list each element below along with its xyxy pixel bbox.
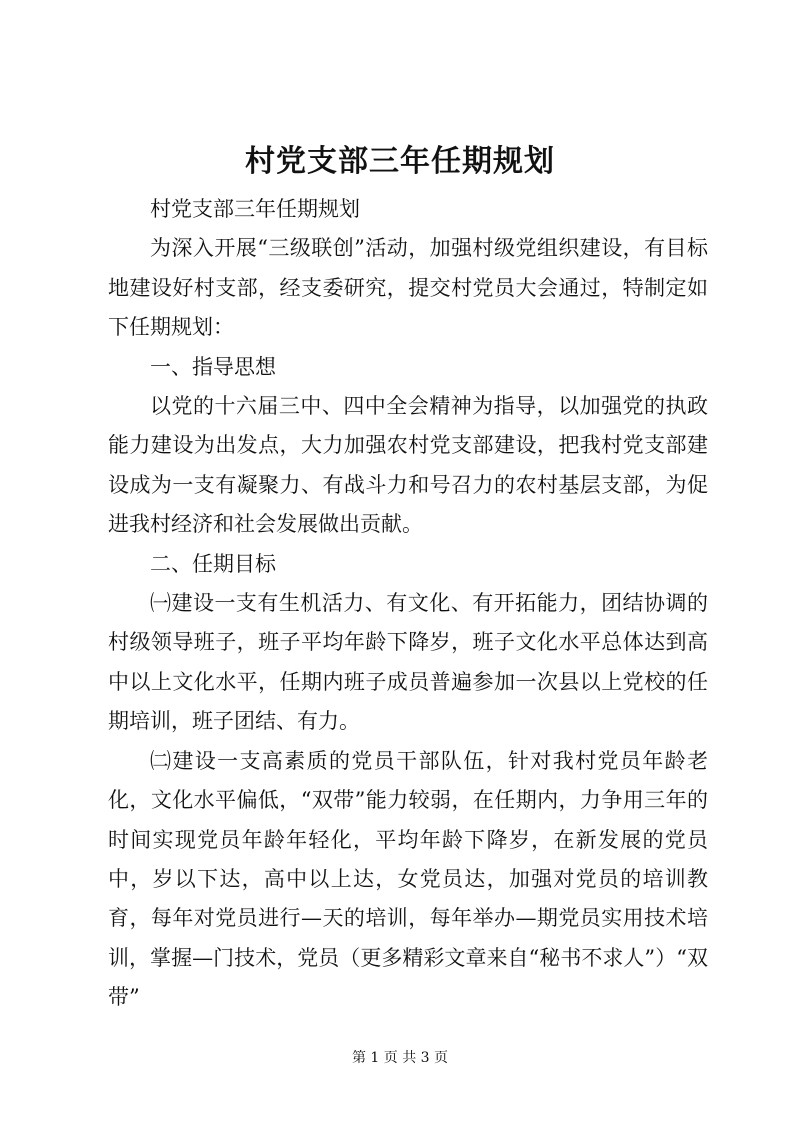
- paragraph-goal-1: ㈠建设一支有生机活力、有文化、有开拓能力，团结协调的村级领导班子，班子平均年龄下降岁，班子文化水平总体达到高中以上文化水平，任期内班子成员普遍参加一次县以上党校的任期培训，班子团结、有力。: [108, 591, 708, 734]
- paragraph-goal-2: ㈡建设一支高素质的党员干部队伍，针对我村党员年龄老化，文化水平偏低，“双带”能力较弱，在任期内，力争用三年的时间实现党员年龄年轻化，平均年龄下降岁，在新发展的党员中，岁以下达，高中以上达，女党员达，加强对党员的培训教育，每年对党员进行—天的培训，每年举办—期党员实用技术培训，掌握—门技术，党员（更多精彩文章来自“秘书不求人”）“双带”: [108, 748, 708, 1010]
- paragraph-subtitle: 村党支部三年任期规划: [150, 197, 360, 221]
- document-title: 村党支部三年任期规划: [245, 144, 555, 179]
- paragraph-intro: 为深入开展“三级联创”活动，加强村级党组织建设，有目标地建设好村支部，经支委研究，提交村党员大会通过，特制定如下任期规划：: [108, 236, 708, 340]
- paragraph-guiding-thought: 以党的十六届三中、四中全会精神为指导，以加强党的执政能力建设为出发点，大力加强农村党支部建设，把我村党支部建设成为一支有凝聚力、有战斗力和号召力的农村基层支部，为促进我村经济和社会发展做出贡献。: [108, 394, 708, 537]
- section-heading-term-goals: 二、任期目标: [150, 551, 276, 576]
- document-body: [108, 190, 708, 1018]
- page-footer: 第 1 页 共 3 页: [351, 1050, 449, 1066]
- section-heading-guiding-thought: 一、指导思想: [150, 354, 276, 379]
